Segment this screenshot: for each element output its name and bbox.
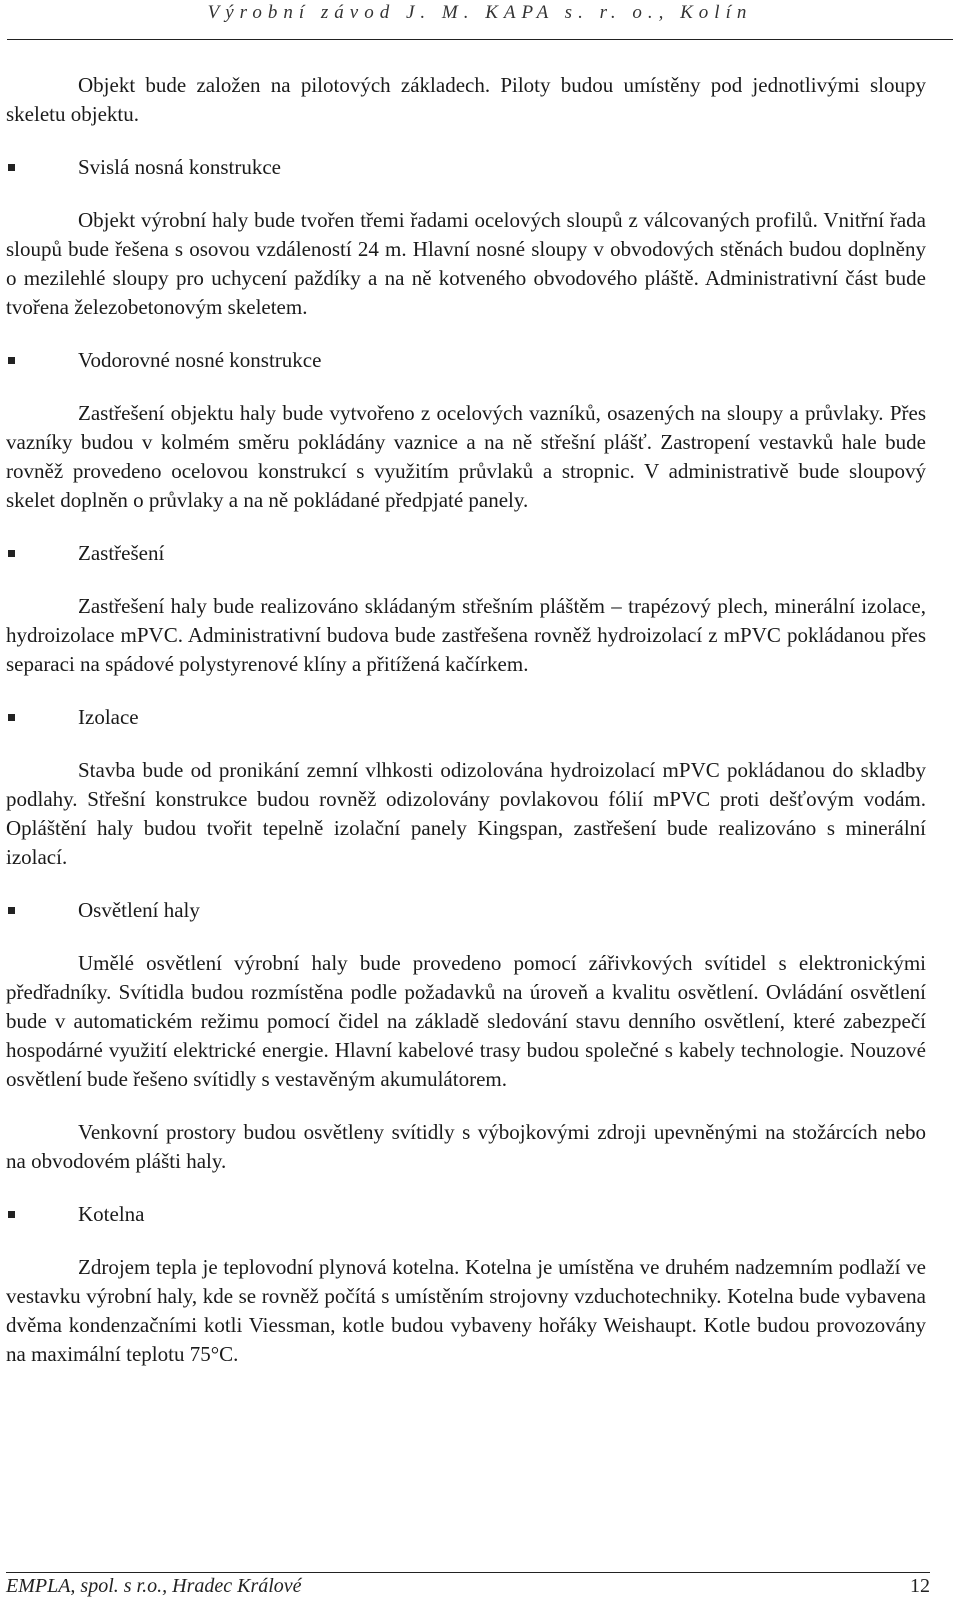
header-divider — [7, 39, 953, 40]
square-bullet-icon — [8, 1211, 15, 1218]
page-header: Výrobní závod J. M. KAPA s. r. o., Kolín — [207, 2, 753, 23]
square-bullet-icon — [8, 907, 15, 914]
section-heading-text: Osvětlení haly — [78, 898, 200, 922]
section-heading-text: Kotelna — [78, 1202, 145, 1226]
document-body — [6, 71, 926, 1393]
square-bullet-icon — [8, 164, 15, 171]
section-heading — [6, 703, 926, 732]
square-bullet-icon — [8, 714, 15, 721]
body-paragraph: Venkovní prostory budou osvětleny svítidly s výbojkovými zdroji upevněnými na stožárcích nebo na obvodovém plášti haly. — [6, 1120, 926, 1173]
body-paragraph: Objekt výrobní haly bude tvořen třemi řadami ocelových sloupů z válcovaných profilů. Vnitřní řada sloupů bude řešena s osovou vzdáleností 24 m. Hlavní nosné sloupy v obvodových stěnách budou doplněny o mezilehlé sloupy pro uchycení paždíky a na ně kotveného obvodového pláště. Administrativní část bude tvořena železobetonovým skeletem. — [6, 208, 926, 319]
section-heading-text: Izolace — [78, 705, 139, 729]
section-heading — [6, 896, 926, 925]
section-heading — [6, 1200, 926, 1229]
body-paragraph: Objekt bude založen na pilotových základech. Piloty budou umístěny pod jednotlivými sloupy skeletu objektu. — [6, 73, 926, 126]
footer-company: EMPLA, spol. s r.o., Hradec Králové — [6, 1575, 302, 1597]
square-bullet-icon — [8, 357, 15, 364]
body-paragraph: Umělé osvětlení výrobní haly bude provedeno pomocí zářivkových svítidel s elektronickými předřadníky. Svítidla budou rozmístěna podle požadavků na úroveň a kvalitu osvětlení. Ovládání osvětlení bude v automatickém režimu pomocí čidel na základě sledování stavu denního osvětlení, které zabezpečí hospodárné využití elektrické energie. Hlavní kabelové trasy budou společné s kabely technologie. Nouzové osvětlení bude řešeno svítidly s vestavěným akumulátorem. — [6, 951, 926, 1091]
square-bullet-icon — [8, 550, 15, 557]
body-paragraph: Stavba bude od pronikání zemní vlhkosti odizolována hydroizolací mPVC pokládanou do skladby podlahy. Střešní konstrukce budou rovněž odizolovány povlakovou fólií mPVC proti dešťovým vodám. Opláštění haly budou tvořit tepelně izolační panely Kingspan, zastřešení bude realizováno s minerální izolací. — [6, 758, 926, 869]
section-heading-text: Zastřešení — [78, 541, 165, 565]
section-heading — [6, 539, 926, 568]
footer-divider — [6, 1572, 930, 1573]
section-heading — [6, 153, 926, 182]
section-heading-text: Vodorovné nosné konstrukce — [78, 348, 322, 372]
body-paragraph: Zastřešení objektu haly bude vytvořeno z ocelových vazníků, osazených na sloupy a průvlaky. Přes vazníky budou v kolmém směru pokládány vaznice a na ně střešní plášť. Zastropení vestavků hale bude rovněž provedeno ocelovou konstrukcí s využitím průvlaků a stropnic. V administrativě bude sloupový skelet doplněn o průvlaky a na ně pokládané předpjaté panely. — [6, 401, 926, 512]
page-number: 12 — [910, 1575, 930, 1597]
body-paragraph: Zastřešení haly bude realizováno skládaným střešním pláštěm – trapézový plech, minerální izolace, hydroizolace mPVC. Administrativní budova bude zastřešena rovněž hydroizolací z mPVC pokládanou přes separaci na spádové polystyrenové klíny a přitížená kačírkem. — [6, 594, 926, 676]
section-heading-text: Svislá nosná konstrukce — [78, 155, 281, 179]
body-paragraph: Zdrojem tepla je teplovodní plynová kotelna. Kotelna je umístěna ve druhém nadzemním podlaží ve vestavku výrobní haly, kde se rovněž počítá s umístěním strojovny vzduchotechniky. Kotelna bude vybavena dvěma kondenzačními kotli Viessman, kotle budou vybaveny hořáky Weishaupt. Kotle budou provozovány na maximální teplotu 75°C. — [6, 1255, 926, 1366]
section-heading — [6, 346, 926, 375]
